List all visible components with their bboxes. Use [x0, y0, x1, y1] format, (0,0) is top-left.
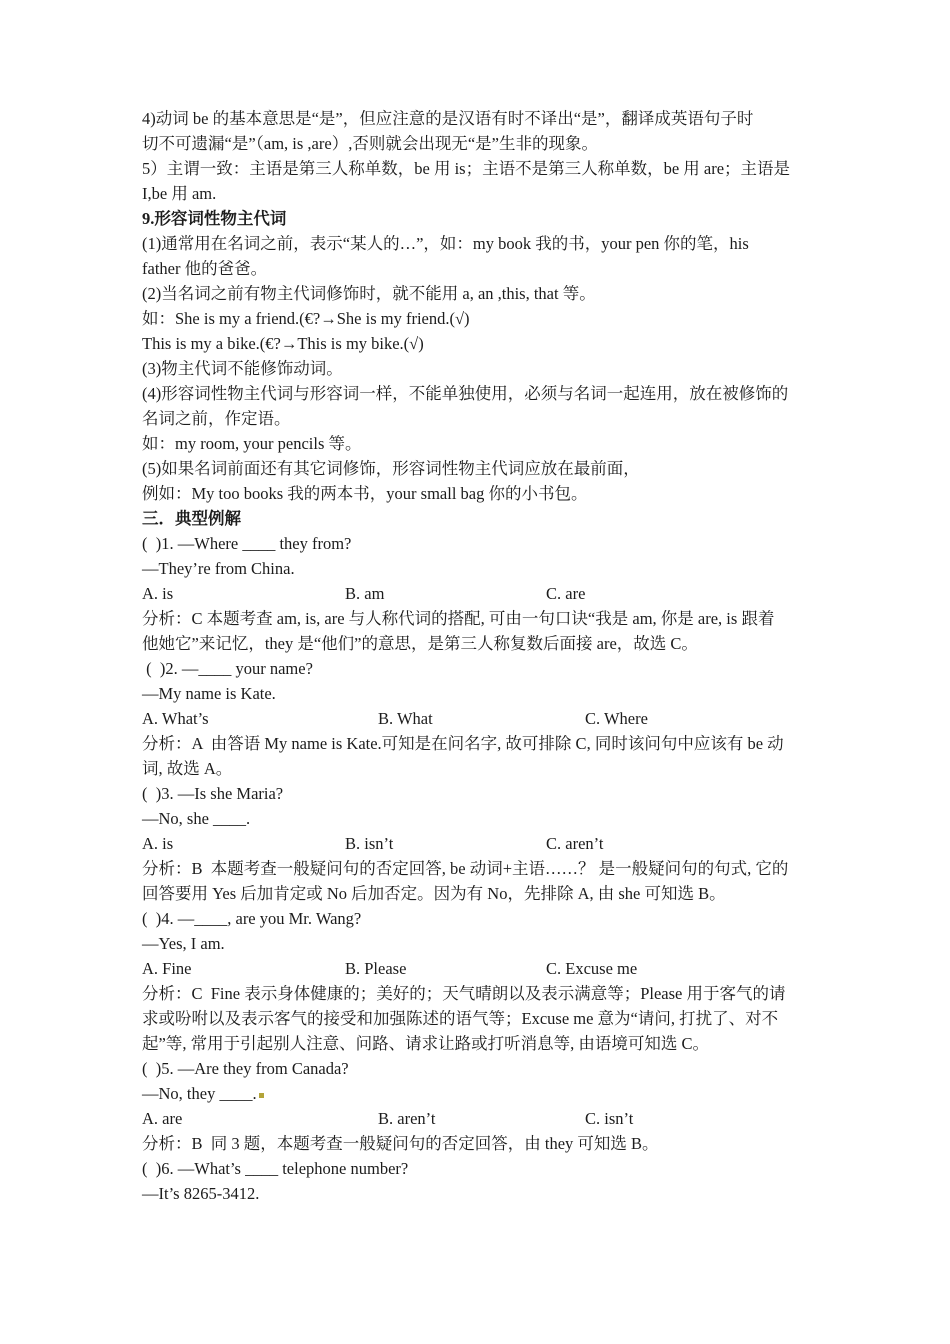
question-2 — [142, 656, 832, 781]
option-b: B. What — [378, 709, 433, 728]
question-reply: —It’s 8265-3412. — [142, 1184, 260, 1203]
option-b: B. Please — [345, 959, 407, 978]
question-6 — [142, 1156, 832, 1206]
option-b: B. am — [345, 584, 385, 603]
option-a: A. are — [142, 1109, 183, 1128]
question-stem: ( )2. —____ your name? — [142, 659, 313, 678]
option-b: B. isn’t — [345, 834, 394, 853]
options-row — [142, 831, 832, 856]
option-c: C. Where — [585, 709, 648, 728]
option-c: C. Excuse me — [546, 959, 638, 978]
analysis-line: 分析：A 由答语 My name is Kate.可知是在问名字, 故可排除 C, 同时该问句中应该有 be 动 — [142, 734, 784, 753]
options-row — [142, 1106, 832, 1131]
analysis-line: 他她它”来记忆，they 是“他们”的意思，是第三人称复数后面接 are，故选 C。 — [142, 634, 698, 653]
note-line: 切不可遗漏“是”（am, is ,are）,否则就会出现无“是”生非的现象。 — [142, 134, 598, 153]
question-reply: —No, she ____. — [142, 809, 251, 828]
question-stem: ( )4. —____, are you Mr. Wang? — [142, 909, 362, 928]
document-content — [142, 106, 832, 1206]
note-line: 名词之前，作定语。 — [142, 409, 291, 428]
note-line: I,be 用 am. — [142, 184, 217, 203]
note-line: 如：She is my a friend.(€?→She is my friend.(√) — [142, 309, 470, 328]
analysis-line: 词, 故选 A。 — [142, 759, 233, 778]
option-a: A. Fine — [142, 959, 192, 978]
question-stem: ( )3. —Is she Maria? — [142, 784, 284, 803]
note-line: (2)当名词之前有物主代词修饰时，就不能用 a, an ,this, that 等。 — [142, 284, 596, 303]
note-line: 4)动词 be 的基本意思是“是”，但应注意的是汉语有时不译出“是”，翻译成英语句子时 — [142, 109, 754, 128]
question-reply: —My name is Kate. — [142, 684, 276, 703]
question-5 — [142, 1056, 832, 1156]
analysis-line: 分析：B 本题考查一般疑问句的否定回答, be 动词+主语……？ 是一般疑问句的句式, 它的 — [142, 859, 789, 878]
note-line: 如：my room, your pencils 等。 — [142, 434, 362, 453]
question-stem: ( )1. —Where ____ they from? — [142, 534, 352, 553]
question-reply: —Yes, I am. — [142, 934, 225, 953]
analysis-line: 分析：C Fine 表示身体健康的；美好的；天气晴朗以及表示满意等；Please 用于客气的请 — [142, 984, 786, 1003]
options-row — [142, 956, 832, 981]
section-heading-possessive: 9.形容词性物主代词 — [142, 209, 287, 228]
question-reply-text: —No, they ____. — [142, 1084, 257, 1103]
options-row — [142, 581, 832, 606]
question-reply — [142, 1081, 832, 1106]
annotation-marker — [259, 1093, 264, 1098]
note-line: (3)物主代词不能修饰动词。 — [142, 359, 343, 378]
note-line: This is my a bike.(€?→This is my bike.(√) — [142, 334, 424, 353]
question-3 — [142, 781, 832, 906]
question-stem: ( )5. —Are they from Canada? — [142, 1059, 349, 1078]
options-row — [142, 706, 832, 731]
section-heading-examples: 三．典型例解 — [142, 509, 241, 528]
question-1 — [142, 531, 832, 656]
analysis-line: 分析：B 同 3 题，本题考查一般疑问句的否定回答，由 they 可知选 B。 — [142, 1134, 659, 1153]
note-line: (4)形容词性物主代词与形容词一样，不能单独使用，必须与名词一起连用，放在被修饰的 — [142, 384, 789, 403]
option-a: A. is — [142, 584, 174, 603]
analysis-line: 回答要用 Yes 后加肯定或 No 后加否定。因为有 No，先排除 A, 由 she 可知选 B。 — [142, 884, 726, 903]
note-line: (5)如果名词前面还有其它词修饰，形容词性物主代词应放在最前面， — [142, 459, 640, 478]
note-line: (1)通常用在名词之前，表示“某人的…”，如：my book 我的书，your pen 你的笔，his — [142, 234, 749, 253]
analysis-line: 分析：C 本题考查 am, is, are 与人称代词的搭配, 可由一句口诀“我是 am, 你是 are, is 跟着 — [142, 609, 775, 628]
note-line: 5）主谓一致：主语是第三人称单数，be 用 is；主语不是第三人称单数，be 用 are；主语是 — [142, 159, 791, 178]
question-reply: —They’re from China. — [142, 559, 295, 578]
question-4 — [142, 906, 832, 1056]
option-c: C. are — [546, 584, 586, 603]
analysis-line: 求或吩咐以及表示客气的接受和加强陈述的语气等；Excuse me 意为“请问, 打扰了、对不 — [142, 1009, 779, 1028]
option-b: B. aren’t — [378, 1109, 436, 1128]
note-line: father 他的爸爸。 — [142, 259, 268, 278]
question-stem: ( )6. —What’s ____ telephone number? — [142, 1159, 409, 1178]
option-a: A. What’s — [142, 709, 209, 728]
option-a: A. is — [142, 834, 174, 853]
option-c: C. aren’t — [546, 834, 604, 853]
note-line: 例如：My too books 我的两本书，your small bag 你的小书包。 — [142, 484, 588, 503]
analysis-line: 起”等, 常用于引起别人注意、问路、请求让路或打听消息等, 由语境可知选 C。 — [142, 1034, 709, 1053]
option-c: C. isn’t — [585, 1109, 634, 1128]
